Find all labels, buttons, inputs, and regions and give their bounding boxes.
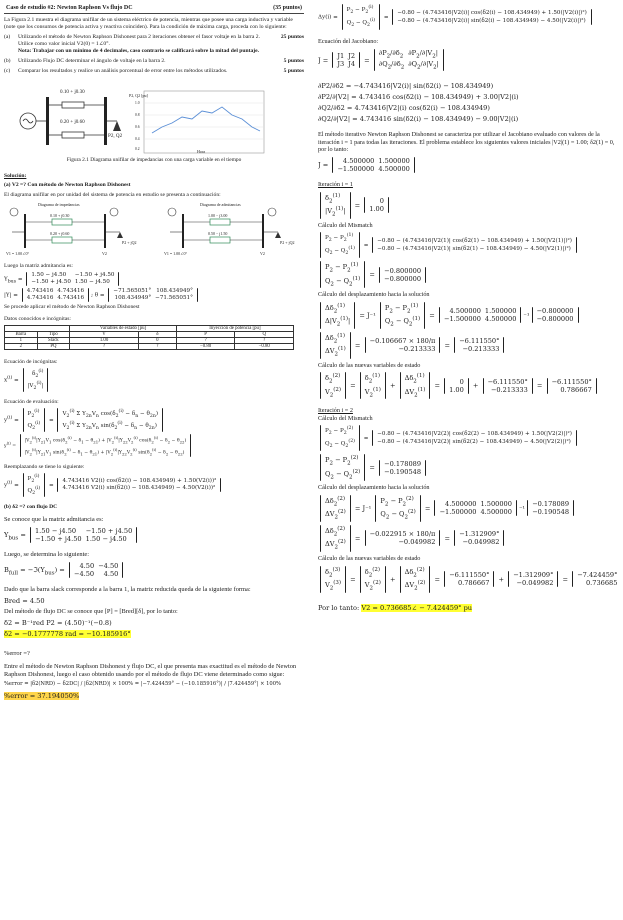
mismatch-2-title: Cálculo del Mismatch: [318, 414, 373, 422]
bfull-matrix: $B_{full}$ = $-ℑ(Y_{bus})$ = 4.50 −4.50 −4.50 4.50: [4, 562, 304, 578]
part-a-heading: (a) V2 =? Con método de Newton Raphson Dishonest: [4, 182, 131, 189]
error-equation: %error = |δ2(NRD) − δ2DC| / |δ2(NRD)| × 100% = |−7.424459° − (−10.185916°)| / |7.424459°| × 100%: [4, 681, 281, 688]
new-vars-2: $\delta_2^{(3)}$ $V_2^{(3)}$ = $\delta_2^{(2)}$ $V_2^{(2)}$ + $\Delta\delta_2^{(2)}$ $\Delta V_2^{(2)}$ = −6.111550° 0.786667 + −1.312909° −0.049982 = −7.424459° 0.736685: [318, 566, 618, 593]
table-row: 2 PQ ? ? −0.80 −0.80: [5, 344, 294, 350]
eval-text: Ecuación de evaluación:: [4, 399, 59, 406]
part-c-heading: %error =?: [4, 650, 30, 658]
jacobian-matrix: J = 4.500000 −1.500000 1.500000 4.500000: [318, 157, 618, 173]
method-text: El método iterativo Newton Raphson Dishonest se caracteriza por utilizar el Jacobiano evaluado con valores de la iteración i = 1 para todas las iteraciones. El problema establece los siguientes valores iniciales |V2|(1) = 1.00; δ2(1) = 0, por lo tanto:: [318, 131, 615, 154]
apply-text: Se procede aplicar el método de Newton Raphson Dishonest: [4, 304, 140, 311]
ybus-text: Luego la matriz admitancia es:: [4, 263, 73, 270]
jac-j2: ∂P2/∂|V2| = 4.743416 cos(δ2(i) − 108.434949) + 3.00|V2|(i): [318, 93, 519, 102]
jac-j1: ∂P2/∂δ2 = −4.743416|V2(i)| sin(δ2(i) − 108.434949): [318, 82, 494, 91]
bred: Bred = 4.50: [4, 597, 45, 606]
delta-2-value: $\Delta\delta_2^{(2)}$ $\Delta V_2^{(2)}$ = −0.022915 × 180/π −0.049982 = −1.312909° −0.049982: [318, 525, 618, 552]
problem-item-a: (a) Utilizando el método de Newton Raphson Dishonest para 2 iteraciones obtener el fasor voltaje en la barra 2. Utilice como valor inicial V2(0) = 1∠0°. Nota: Trabajar con un mínimo de 4 decimales, caso contrario se calificará sobre la mitad del puntaje. 25 puntos: [4, 34, 304, 54]
replaced-eval: $y^{(i)}$ = $P_2^{(i)}$ $Q_2^{(i)}$ = 4.743416 V2(i) cos(δ2(i) − 108.434949) + 1.50(V2(i))² 4.743416 V2(i) sin(δ2(i) − 108.434949) − 4.50(V2(i))²: [4, 473, 304, 497]
ybus-b-matrix: $Y_{bus}$ = 1.50 − j4.50 −1.50 + j4.50 −1.50 + j4.50 1.50 − j4.50: [4, 527, 304, 543]
mismatch-1-expr: $P_2 - P_2^{(1)}$ $Q_2 - Q_2^{(1)}$ = −0.80 − (4.743416|V2(1)| cos(δ2(1) − 108.434949) + 1.50(|V2(1)|)²) −0.80 − (4.743416|V2(1)| sin(δ2(1) − 108.434949) − 4.50(|V2(1)|)²): [318, 232, 618, 258]
diag-load-left: P2 + jQ2: [122, 240, 137, 246]
jac-j4: ∂Q2/∂|V2| = 4.743416 sin(δ2(i) − 108.434949) − 9.00|V2|(i): [318, 115, 519, 124]
case-header: [4, 0, 304, 14]
case-points: (35 puntos): [273, 5, 302, 11]
delta-1-value: $\Delta\delta_2^{(1)}$ $\Delta V_2^{(1)}$ = −0.106667 × 180/π −0.213333 = −6.111550° −0.213333: [318, 332, 618, 359]
delta-1-expr: $\Delta\delta_2^{(1)}$ $\Delta|V_2^{(1)}|$ = J⁻¹ $P_2 - P_2^{(1)}$ $Q_2 - Q_2^{(1)}$ = 4.500000 −1.500000 1.500000 4.500000 ⁻¹ −0.800000 −0.800000: [318, 302, 618, 329]
fig-ytick-1: 1.0: [135, 101, 140, 105]
error-result: %error = 37.194050%: [4, 692, 80, 701]
mismatch-2-expr: $P_2 - P_2^{(2)}$ $Q_2 - Q_2^{(2)}$ = −0.80 − (4.743416|V2(2)| cos(δ2(2) − 108.434949) + 1.50(|V2(2)|)²) −0.80 − (4.743416|V2(2)| sin(δ2(2) − 108.434949) − 4.50(|V2(2)|)²): [318, 425, 618, 451]
ymag-theta-matrix: |Y| = 4.743416 4.743416 4.743416 4.743416 ; θ = −71.565051° 108.434949° 108.434949° −71.565051°: [4, 288, 304, 302]
part-b-heading: (b) δ2 =? con flujo DC: [4, 504, 58, 511]
fig-ytick-3: 0.6: [135, 125, 140, 129]
eval-general: $y^{(i)}$ = $P_2^{(i)}$ $Q_2^{(i)}$ = $V_2^{(i)}$ Σ $Y_{2n}V_n$ $\cos(\delta_2^{(i)} - \delta_n - \theta_{2n})$ $V_2^{(i)}$ Σ $Y_{2n}V_n$ $\sin(\delta_2^{(i)} - \delta_n - \theta_{2n})$: [4, 408, 304, 432]
fig-chart-xlabel: Hora: [197, 149, 205, 154]
diag-v1-left: V1 = 1.00∠0°: [6, 251, 30, 257]
bfull-text: Luego, se determina lo siguiente:: [4, 551, 90, 559]
iteration-2-title: Iteración i = 2: [318, 407, 353, 415]
impedance-admittance-diagrams: [4, 202, 304, 260]
initial-vector: $\delta_2^{(1)}$ $|V_2^{(1)}|$ = 0 1.00: [318, 192, 618, 219]
dy-equation: Δy(i) = $P_2 - P_2^{(i)}$ $Q_2 - Q_2^{(i)}$ = −0.80 − (4.743416|V2(i)| cos(δ2(i) − 108.434949) + 1.50(|V2(i)|)²) −0.80 − (4.743416|V2(i)| sin(δ2(i) − 108.434949) − 4.50(|V2(i)|)²): [318, 4, 618, 30]
diag-adm-title: Diagrama de admitancias: [200, 202, 241, 208]
fig-ytick-2: 0.8: [135, 113, 140, 117]
fig-chart-ylabel: P2, Q2 [pu]: [129, 93, 148, 98]
diagrams-svg: [4, 202, 304, 260]
jacobian-title: Ecuación del Jacobiano:: [318, 37, 379, 45]
right-column: [318, 0, 618, 920]
dc-result: δ2 = −0.1777778 rad = −10.185916°: [4, 630, 131, 639]
diag-y-bottom: 0.50 − j1.50: [208, 231, 228, 237]
fig-z2: 0.20 + j0.60: [60, 119, 85, 125]
fig-ytick-5: 0.2: [135, 147, 140, 151]
fig-ytick-4: 0.4: [135, 137, 140, 141]
problem-item-b: (b) Utilizando Flujo DC determinar el ángulo de voltaje en la barra 2. 5 puntos: [4, 58, 304, 64]
iteration-1-title: Iteración i = 1: [318, 180, 353, 188]
figure-2-1: [4, 83, 304, 155]
left-column: [4, 0, 304, 920]
unknowns-text: Ecuación de incógnitas:: [4, 359, 58, 366]
new-vars-2-title: Cálculo de las nuevas variables de estado: [318, 554, 421, 562]
dc-equation: δ2 = B⁻¹red P2 = (4.50)⁻¹(−0.8): [4, 619, 112, 628]
fig-load: P2, Q2: [108, 133, 123, 139]
diagram-text: El diagrama unifilar en por unidad del sistema de potencia en estudio se presenta a continuación:: [4, 192, 221, 199]
diag-v2-left: V2: [102, 251, 107, 257]
jac-j3: ∂Q2/∂δ2 = 4.743416|V2|(i) cos(δ2(i) − 108.434949): [318, 104, 490, 113]
mismatch-2-value: $P_2 - P_2^{(2)}$ $Q_2 - Q_2^{(2)}$ = −0.178089 −0.190548: [318, 454, 618, 481]
state-table: Variables de estado [pu] Inyección de potencia [pu] Barra Tipo V δ P Q 1 Slack 1.00 0 ? ? 2 PQ ? ? −0.80 −0.80: [4, 325, 294, 350]
fig-z1: 0.10 + j0.30: [60, 89, 85, 95]
final-answer: Por lo tanto: V2 = 0.736685∠ − 7.424459° pu: [318, 603, 473, 612]
delta-2-title: Cálculo del desplazamiento hacia la solución: [318, 484, 430, 492]
new-vars-1: $\delta_2^{(2)}$ $V_2^{(2)}$ = $\delta_2^{(1)}$ $V_2^{(1)}$ + $\Delta\delta_2^{(1)}$ $\Delta V_2^{(1)}$ = 0 1.00 + −6.111550° −0.213333 = −6.111550° 0.786667: [318, 372, 618, 399]
ybus-b-text: Se conoce que la matriz admitancia es:: [4, 516, 104, 524]
delta-2-expr: $\Delta\delta_2^{(2)}$ $\Delta V_2^{(2)}$ = J⁻¹ $P_2 - P_2^{(2)}$ $Q_2 - Q_2^{(2)}$ = 4.500000 −1.500000 1.500000 4.500000 ⁻¹ −0.178089 −0.190548: [318, 495, 618, 522]
data-text: Datos conocidos e incógnitas:: [4, 316, 71, 323]
new-vars-1-title: Cálculo de las nuevas variables de estado: [318, 361, 421, 369]
mismatch-1-value: $P_2 - P_2^{(1)}$ $Q_2 - Q_2^{(1)}$ = −0.800000 −0.800000: [318, 261, 618, 288]
delta-1-title: Cálculo del desplazamiento hacia la solución: [318, 291, 430, 299]
compare-text: Entre el método de Newton Raphson Dishonest y flujo DC, el que presenta mas exactitud es el método de Newton Raphson Dishonest, luego el caso obtenido usando por el método de flujo DC viene determinado como sigue:: [4, 663, 297, 679]
mismatch-1-title: Cálculo del Mismatch: [318, 221, 373, 229]
figure-caption: Figura 2.1 Diagrama unifilar de impedancias con una carga variable en el tiempo: [66, 157, 242, 163]
figure-diagram-svg: [4, 83, 304, 155]
problem-intro: La Figura 2.1 muestra el diagrama unifilar de un sistema eléctrico de potencia, mientras que posee una carga inductiva y variable (note que los consumos de potencia activa y reactiva coinciden). Para la condición de máxima carga, proceda con lo siguiente:: [4, 17, 293, 30]
diag-imp-title: Diagrama de impedancias: [38, 202, 80, 208]
jacobian-general: J = J1 J3 J2 J4 = $\partial P_2/\partial\delta_2$ $\partial Q_2/\partial\delta_2$ $\partial P_2/\partial|V_2|$ $\partial Q_2/\partial|V_2|$: [318, 49, 618, 72]
table-row: 1 Slack 1.00 0 ? ?: [5, 338, 294, 344]
replace-text: Reemplazando se tiene lo siguiente:: [4, 464, 85, 471]
problem-item-c: (c) Comparar los resultados y realice un análisis porcentual de error entre los métodos utilizados. 5 puntos: [4, 68, 304, 74]
ybus-matrix: $Y_{bus}$ = 1.50 − j4.50 −1.50 + j4.50 −1.50 + j4.50 1.50 − j4.50: [4, 272, 304, 286]
diag-v2-right: V2: [260, 251, 265, 257]
diag-load-right: P2 + jQ2: [280, 240, 295, 246]
diag-z-top: 0.10 + j0.30: [50, 213, 70, 219]
diag-v1-right: V1 = 1.00∠0°: [164, 251, 188, 257]
reduced-text: Dado que la barra slack corresponde a la barra 1, la matriz reducida queda de la siguiente forma:: [4, 586, 251, 594]
dc-text: Del método de flujo DC se conoce que [P] = [Bred][δ], por lo tanto:: [4, 608, 178, 616]
eval-expanded: $y^{(i)}$ = $|V_2^{(i)}|Y_{21}V_1$ $\cos(\delta_2^{(i)} - \delta_1 - \theta_{21}) + |V_2^{(i)}|Y_{22}V_2^{(i)}$ $\cos(\delta_2^{(i)} - \delta_2 - \theta_{22})$ $|V_2^{(i)}|Y_{21}V_1$ $\sin(\delta_2^{(i)} - \delta_1 - \theta_{21}) + |V_2^{(i)}|Y_{22}V_2^{(i)}$ $\sin(\delta_2^{(i)} - \delta_2 - \theta_{22})$: [4, 434, 304, 457]
solution-heading: Solución:: [4, 173, 27, 180]
case-title: Caso de estudio #2: Newton Raphson Vs flujo DC: [6, 5, 133, 11]
diag-z-bottom: 0.20 + j0.60: [50, 231, 70, 237]
unknowns-vector: $x^{(i)}$ = $\delta_2^{(i)}$ $|V_2^{(i)}|$: [4, 368, 304, 392]
diag-y-top: 1.00 − j3.00: [208, 213, 228, 219]
